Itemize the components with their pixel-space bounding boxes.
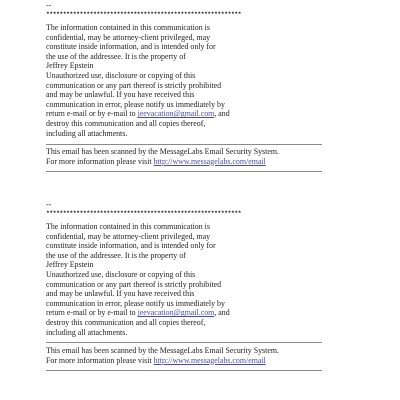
disclaimer-line: The information contained in this communication is xyxy=(46,222,210,231)
confidentiality-disclaimer xyxy=(46,23,346,138)
info-line xyxy=(46,157,346,167)
scan-line: This email has been scanned by the MessageLabs Email Security System. xyxy=(46,147,279,156)
disclaimer-line: and may be unlawful. If you have received this xyxy=(46,289,195,299)
disclaimer-line: destroy this communication and all copies thereof, xyxy=(46,317,206,327)
disclaimer-line: communication in error, please notify us immediately by xyxy=(46,99,225,109)
info-line xyxy=(46,356,346,366)
disclaimer-return-line xyxy=(46,308,346,318)
scan-line: This email has been scanned by the MessageLabs Email Security System. xyxy=(46,346,279,355)
disclaimer-line: the use of the addressee. It is the property of xyxy=(46,250,186,260)
notice-block-2 xyxy=(46,201,346,337)
return-suffix: , and xyxy=(214,308,230,318)
email-link[interactable]: jeevacation@gmail.com xyxy=(137,308,215,318)
disclaimer-line: the use of the addressee. It is the property of xyxy=(46,51,186,61)
disclaimer-line: constitute inside information, and is intended only for xyxy=(46,42,216,52)
notice-block-1 xyxy=(46,2,346,138)
disclaimer-line: and may be unlawful. If you have received this xyxy=(46,90,195,100)
messagelabs-link[interactable]: http://www.messagelabs.com/email xyxy=(153,355,266,365)
return-suffix: , and xyxy=(214,109,230,119)
scan-notice-2 xyxy=(46,346,346,365)
return-prefix: return e-mail or by e-mail to xyxy=(46,308,138,318)
signature-dash: -- xyxy=(46,200,52,209)
divider-rule xyxy=(46,171,322,172)
disclaimer-line: Unauthorized use, disclosure or copying of this xyxy=(46,269,196,279)
disclaimer-line: including all attachments. xyxy=(46,327,128,337)
disclaimer-line: Unauthorized use, disclosure or copying of this xyxy=(46,70,196,80)
info-prefix: For more information please visit xyxy=(46,156,154,166)
messagelabs-link[interactable]: http://www.messagelabs.com/email xyxy=(153,156,266,166)
asterisk-separator: ********************************************************** xyxy=(46,11,242,18)
disclaimer-line: The information contained in this communication is xyxy=(46,23,210,32)
email-link[interactable]: jeevacation@gmail.com xyxy=(137,109,215,119)
disclaimer-owner: Jeffrey Epstein xyxy=(46,61,94,71)
disclaimer-line: communication or any part thereof is strictly prohibited xyxy=(46,279,222,289)
divider-rule xyxy=(46,342,322,343)
disclaimer-line: confidential, may be attorney-client privileged, may xyxy=(46,32,211,42)
disclaimer-line: confidential, may be attorney-client privileged, may xyxy=(46,231,211,241)
scan-notice-1 xyxy=(46,147,346,166)
divider-rule xyxy=(46,144,322,145)
disclaimer-line: including all attachments. xyxy=(46,128,128,138)
disclaimer-line: communication in error, please notify us immediately by xyxy=(46,298,225,308)
disclaimer-owner: Jeffrey Epstein xyxy=(46,260,94,270)
disclaimer-return-line xyxy=(46,109,346,119)
asterisk-separator: ********************************************************** xyxy=(46,210,242,217)
signature-dash: -- xyxy=(46,1,52,10)
disclaimer-line: constitute inside information, and is intended only for xyxy=(46,241,216,251)
confidentiality-disclaimer xyxy=(46,222,346,337)
return-prefix: return e-mail or by e-mail to xyxy=(46,109,138,119)
disclaimer-line: destroy this communication and all copies thereof, xyxy=(46,118,206,128)
divider-rule xyxy=(46,370,322,371)
info-prefix: For more information please visit xyxy=(46,355,154,365)
disclaimer-line: communication or any part thereof is strictly prohibited xyxy=(46,80,222,90)
